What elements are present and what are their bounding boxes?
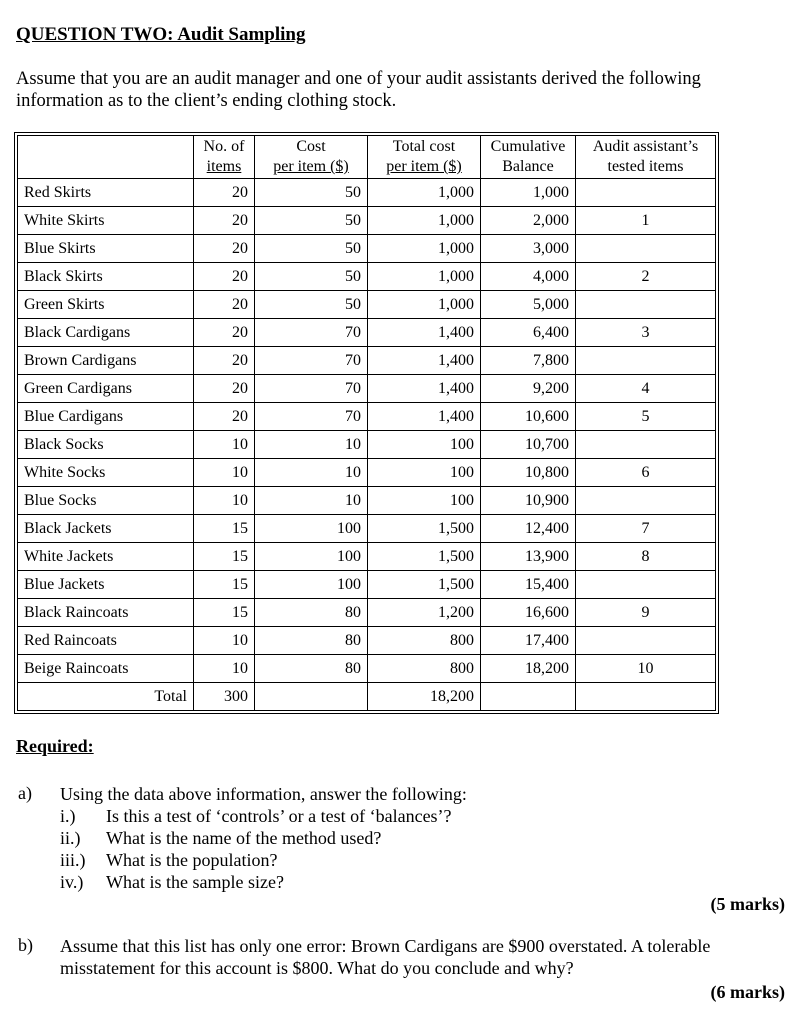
items-count-cell: 15 <box>194 515 255 543</box>
total-cost-blank-cell <box>255 683 368 711</box>
tested-item-cell <box>576 571 716 599</box>
header-aud-line2: tested items <box>607 158 684 175</box>
sub-number: i.) <box>60 806 76 826</box>
items-count-cell: 20 <box>194 347 255 375</box>
question-a-marks: (5 marks) <box>710 894 785 914</box>
items-count-cell: 20 <box>194 263 255 291</box>
header-cumulative <box>481 136 576 179</box>
cumulative-balance-cell: 17,400 <box>481 627 576 655</box>
item-name-cell: Black Cardigans <box>18 319 194 347</box>
sub-number: iii.) <box>60 850 86 870</box>
tested-item-cell <box>576 179 716 207</box>
header-aud-line1: Audit assistant’s <box>592 138 699 155</box>
total-cost-cell: 1,400 <box>368 403 481 431</box>
total-cost-cell: 1,000 <box>368 179 481 207</box>
table-row <box>18 543 716 571</box>
item-name-cell: White Skirts <box>18 207 194 235</box>
table-row <box>18 375 716 403</box>
sub-number: iv.) <box>60 872 84 892</box>
cumulative-balance-cell: 4,000 <box>481 263 576 291</box>
intro-paragraph: Assume that you are an audit manager and one of your audit assistants derived the following information as to the client’s ending clothing stock. <box>16 69 701 111</box>
header-total-line1: Total cost <box>392 138 456 155</box>
cost-per-item-cell: 100 <box>255 515 368 543</box>
item-name-cell: Red Raincoats <box>18 627 194 655</box>
question-a-sub-4 <box>60 871 284 893</box>
cost-per-item-cell: 10 <box>255 459 368 487</box>
items-count-cell: 15 <box>194 543 255 571</box>
header-tested <box>576 136 716 179</box>
items-count-cell: 10 <box>194 487 255 515</box>
items-count-cell: 10 <box>194 459 255 487</box>
sub-text: Is this a test of ‘controls’ or a test of ‘balances’? <box>106 806 452 826</box>
tested-item-cell: 4 <box>576 375 716 403</box>
cost-per-item-cell: 50 <box>255 263 368 291</box>
header-total-line2: per item ($) <box>386 158 462 175</box>
cost-per-item-cell: 10 <box>255 487 368 515</box>
total-items-cell: 300 <box>194 683 255 711</box>
cumulative-balance-cell: 12,400 <box>481 515 576 543</box>
question-b-text: Assume that this list has only one error: Brown Cardigans are $900 overstated. A tolerable misstatement for this account is $800. What do you conclude and why? <box>60 936 711 978</box>
cost-per-item-cell: 70 <box>255 347 368 375</box>
tested-item-cell: 1 <box>576 207 716 235</box>
item-name-cell: Black Skirts <box>18 263 194 291</box>
cost-per-item-cell: 70 <box>255 375 368 403</box>
items-count-cell: 15 <box>194 599 255 627</box>
cumulative-balance-cell: 10,600 <box>481 403 576 431</box>
sub-number: ii.) <box>60 828 81 848</box>
total-cost-cell: 1,000 <box>368 207 481 235</box>
cumulative-balance-cell: 16,600 <box>481 599 576 627</box>
stock-table-frame <box>14 132 719 714</box>
items-count-cell: 10 <box>194 431 255 459</box>
tested-item-cell: 2 <box>576 263 716 291</box>
table-row <box>18 319 716 347</box>
item-name-cell: Blue Socks <box>18 487 194 515</box>
table-row <box>18 487 716 515</box>
cumulative-balance-cell: 3,000 <box>481 235 576 263</box>
table-row <box>18 599 716 627</box>
tested-item-cell: 8 <box>576 543 716 571</box>
item-name-cell: Red Skirts <box>18 179 194 207</box>
tested-item-cell <box>576 627 716 655</box>
item-name-cell: White Jackets <box>18 543 194 571</box>
cumulative-balance-cell: 7,800 <box>481 347 576 375</box>
cost-per-item-cell: 10 <box>255 431 368 459</box>
header-blank <box>18 136 194 179</box>
tested-item-cell: 5 <box>576 403 716 431</box>
question-a-sub-2 <box>60 827 381 849</box>
tested-item-cell <box>576 431 716 459</box>
tested-item-cell: 9 <box>576 599 716 627</box>
cost-per-item-cell: 100 <box>255 571 368 599</box>
header-cum-line2: Balance <box>502 158 554 175</box>
table-row <box>18 347 716 375</box>
total-tested-blank-cell <box>576 683 716 711</box>
total-amount-cell: 18,200 <box>368 683 481 711</box>
tested-item-cell <box>576 235 716 263</box>
tested-item-cell: 3 <box>576 319 716 347</box>
total-cost-cell: 1,400 <box>368 347 481 375</box>
item-name-cell: Black Jackets <box>18 515 194 543</box>
table-row <box>18 403 716 431</box>
table-row <box>18 571 716 599</box>
total-cost-cell: 100 <box>368 459 481 487</box>
question-b-label: b) <box>18 935 33 955</box>
cumulative-balance-cell: 15,400 <box>481 571 576 599</box>
cost-per-item-cell: 70 <box>255 319 368 347</box>
total-cost-cell: 1,200 <box>368 599 481 627</box>
total-cost-cell: 800 <box>368 627 481 655</box>
cumulative-balance-cell: 10,900 <box>481 487 576 515</box>
cost-per-item-cell: 50 <box>255 291 368 319</box>
cost-per-item-cell: 70 <box>255 403 368 431</box>
item-name-cell: Blue Jackets <box>18 571 194 599</box>
items-count-cell: 20 <box>194 179 255 207</box>
header-items-line1: No. of <box>203 138 245 155</box>
cumulative-balance-cell: 6,400 <box>481 319 576 347</box>
table-row <box>18 291 716 319</box>
item-name-cell: Black Socks <box>18 431 194 459</box>
tested-item-cell: 6 <box>576 459 716 487</box>
cost-per-item-cell: 80 <box>255 627 368 655</box>
cost-per-item-cell: 50 <box>255 235 368 263</box>
header-cost-line1: Cost <box>296 138 326 155</box>
item-name-cell: Blue Skirts <box>18 235 194 263</box>
total-cost-cell: 1,000 <box>368 235 481 263</box>
cost-per-item-cell: 100 <box>255 543 368 571</box>
tested-item-cell <box>576 487 716 515</box>
table-header-row <box>18 136 716 179</box>
cumulative-balance-cell: 10,700 <box>481 431 576 459</box>
question-b-marks: (6 marks) <box>710 982 785 1002</box>
items-count-cell: 20 <box>194 291 255 319</box>
items-count-cell: 20 <box>194 207 255 235</box>
item-name-cell: Black Raincoats <box>18 599 194 627</box>
question-a-label: a) <box>18 783 32 803</box>
total-cost-cell: 1,000 <box>368 291 481 319</box>
cost-per-item-cell: 50 <box>255 179 368 207</box>
items-count-cell: 20 <box>194 403 255 431</box>
items-count-cell: 10 <box>194 655 255 683</box>
table-total-row <box>18 683 716 711</box>
sub-text: What is the sample size? <box>106 872 284 892</box>
cost-per-item-cell: 50 <box>255 207 368 235</box>
items-count-cell: 15 <box>194 571 255 599</box>
header-items <box>194 136 255 179</box>
required-heading: Required: <box>16 736 94 756</box>
table-row <box>18 459 716 487</box>
header-cum-line1: Cumulative <box>490 138 566 155</box>
items-count-cell: 20 <box>194 319 255 347</box>
cumulative-balance-cell: 1,000 <box>481 179 576 207</box>
question-heading: QUESTION TWO: Audit Sampling <box>16 24 306 45</box>
item-name-cell: Green Cardigans <box>18 375 194 403</box>
table-row <box>18 263 716 291</box>
total-cost-cell: 100 <box>368 487 481 515</box>
sub-text: What is the name of the method used? <box>106 828 382 848</box>
items-count-cell: 20 <box>194 235 255 263</box>
items-count-cell: 10 <box>194 627 255 655</box>
tested-item-cell: 7 <box>576 515 716 543</box>
cost-per-item-cell: 80 <box>255 655 368 683</box>
stock-table <box>17 135 716 711</box>
table-row <box>18 515 716 543</box>
total-cum-blank-cell <box>481 683 576 711</box>
cost-per-item-cell: 80 <box>255 599 368 627</box>
total-cost-cell: 800 <box>368 655 481 683</box>
table-row <box>18 655 716 683</box>
question-a-sub-1 <box>60 805 452 827</box>
tested-item-cell <box>576 347 716 375</box>
total-label-cell: Total <box>18 683 194 711</box>
total-cost-cell: 1,500 <box>368 571 481 599</box>
table-row <box>18 235 716 263</box>
items-count-cell: 20 <box>194 375 255 403</box>
table-row <box>18 431 716 459</box>
total-cost-cell: 1,500 <box>368 543 481 571</box>
cumulative-balance-cell: 2,000 <box>481 207 576 235</box>
table-row <box>18 627 716 655</box>
item-name-cell: Brown Cardigans <box>18 347 194 375</box>
total-cost-cell: 1,000 <box>368 263 481 291</box>
table-row <box>18 207 716 235</box>
sub-text: What is the population? <box>106 850 278 870</box>
header-cost <box>255 136 368 179</box>
tested-item-cell: 10 <box>576 655 716 683</box>
cumulative-balance-cell: 18,200 <box>481 655 576 683</box>
item-name-cell: White Socks <box>18 459 194 487</box>
item-name-cell: Beige Raincoats <box>18 655 194 683</box>
header-total-cost <box>368 136 481 179</box>
question-a-text: Using the data above information, answer the following: <box>60 784 467 804</box>
cumulative-balance-cell: 10,800 <box>481 459 576 487</box>
total-cost-cell: 1,500 <box>368 515 481 543</box>
cumulative-balance-cell: 5,000 <box>481 291 576 319</box>
tested-item-cell <box>576 291 716 319</box>
cumulative-balance-cell: 13,900 <box>481 543 576 571</box>
table-row <box>18 179 716 207</box>
total-cost-cell: 1,400 <box>368 319 481 347</box>
item-name-cell: Green Skirts <box>18 291 194 319</box>
header-cost-line2: per item ($) <box>273 158 349 175</box>
question-a-sub-3 <box>60 849 277 871</box>
total-cost-cell: 100 <box>368 431 481 459</box>
cumulative-balance-cell: 9,200 <box>481 375 576 403</box>
total-cost-cell: 1,400 <box>368 375 481 403</box>
header-items-line2: items <box>206 158 242 175</box>
item-name-cell: Blue Cardigans <box>18 403 194 431</box>
